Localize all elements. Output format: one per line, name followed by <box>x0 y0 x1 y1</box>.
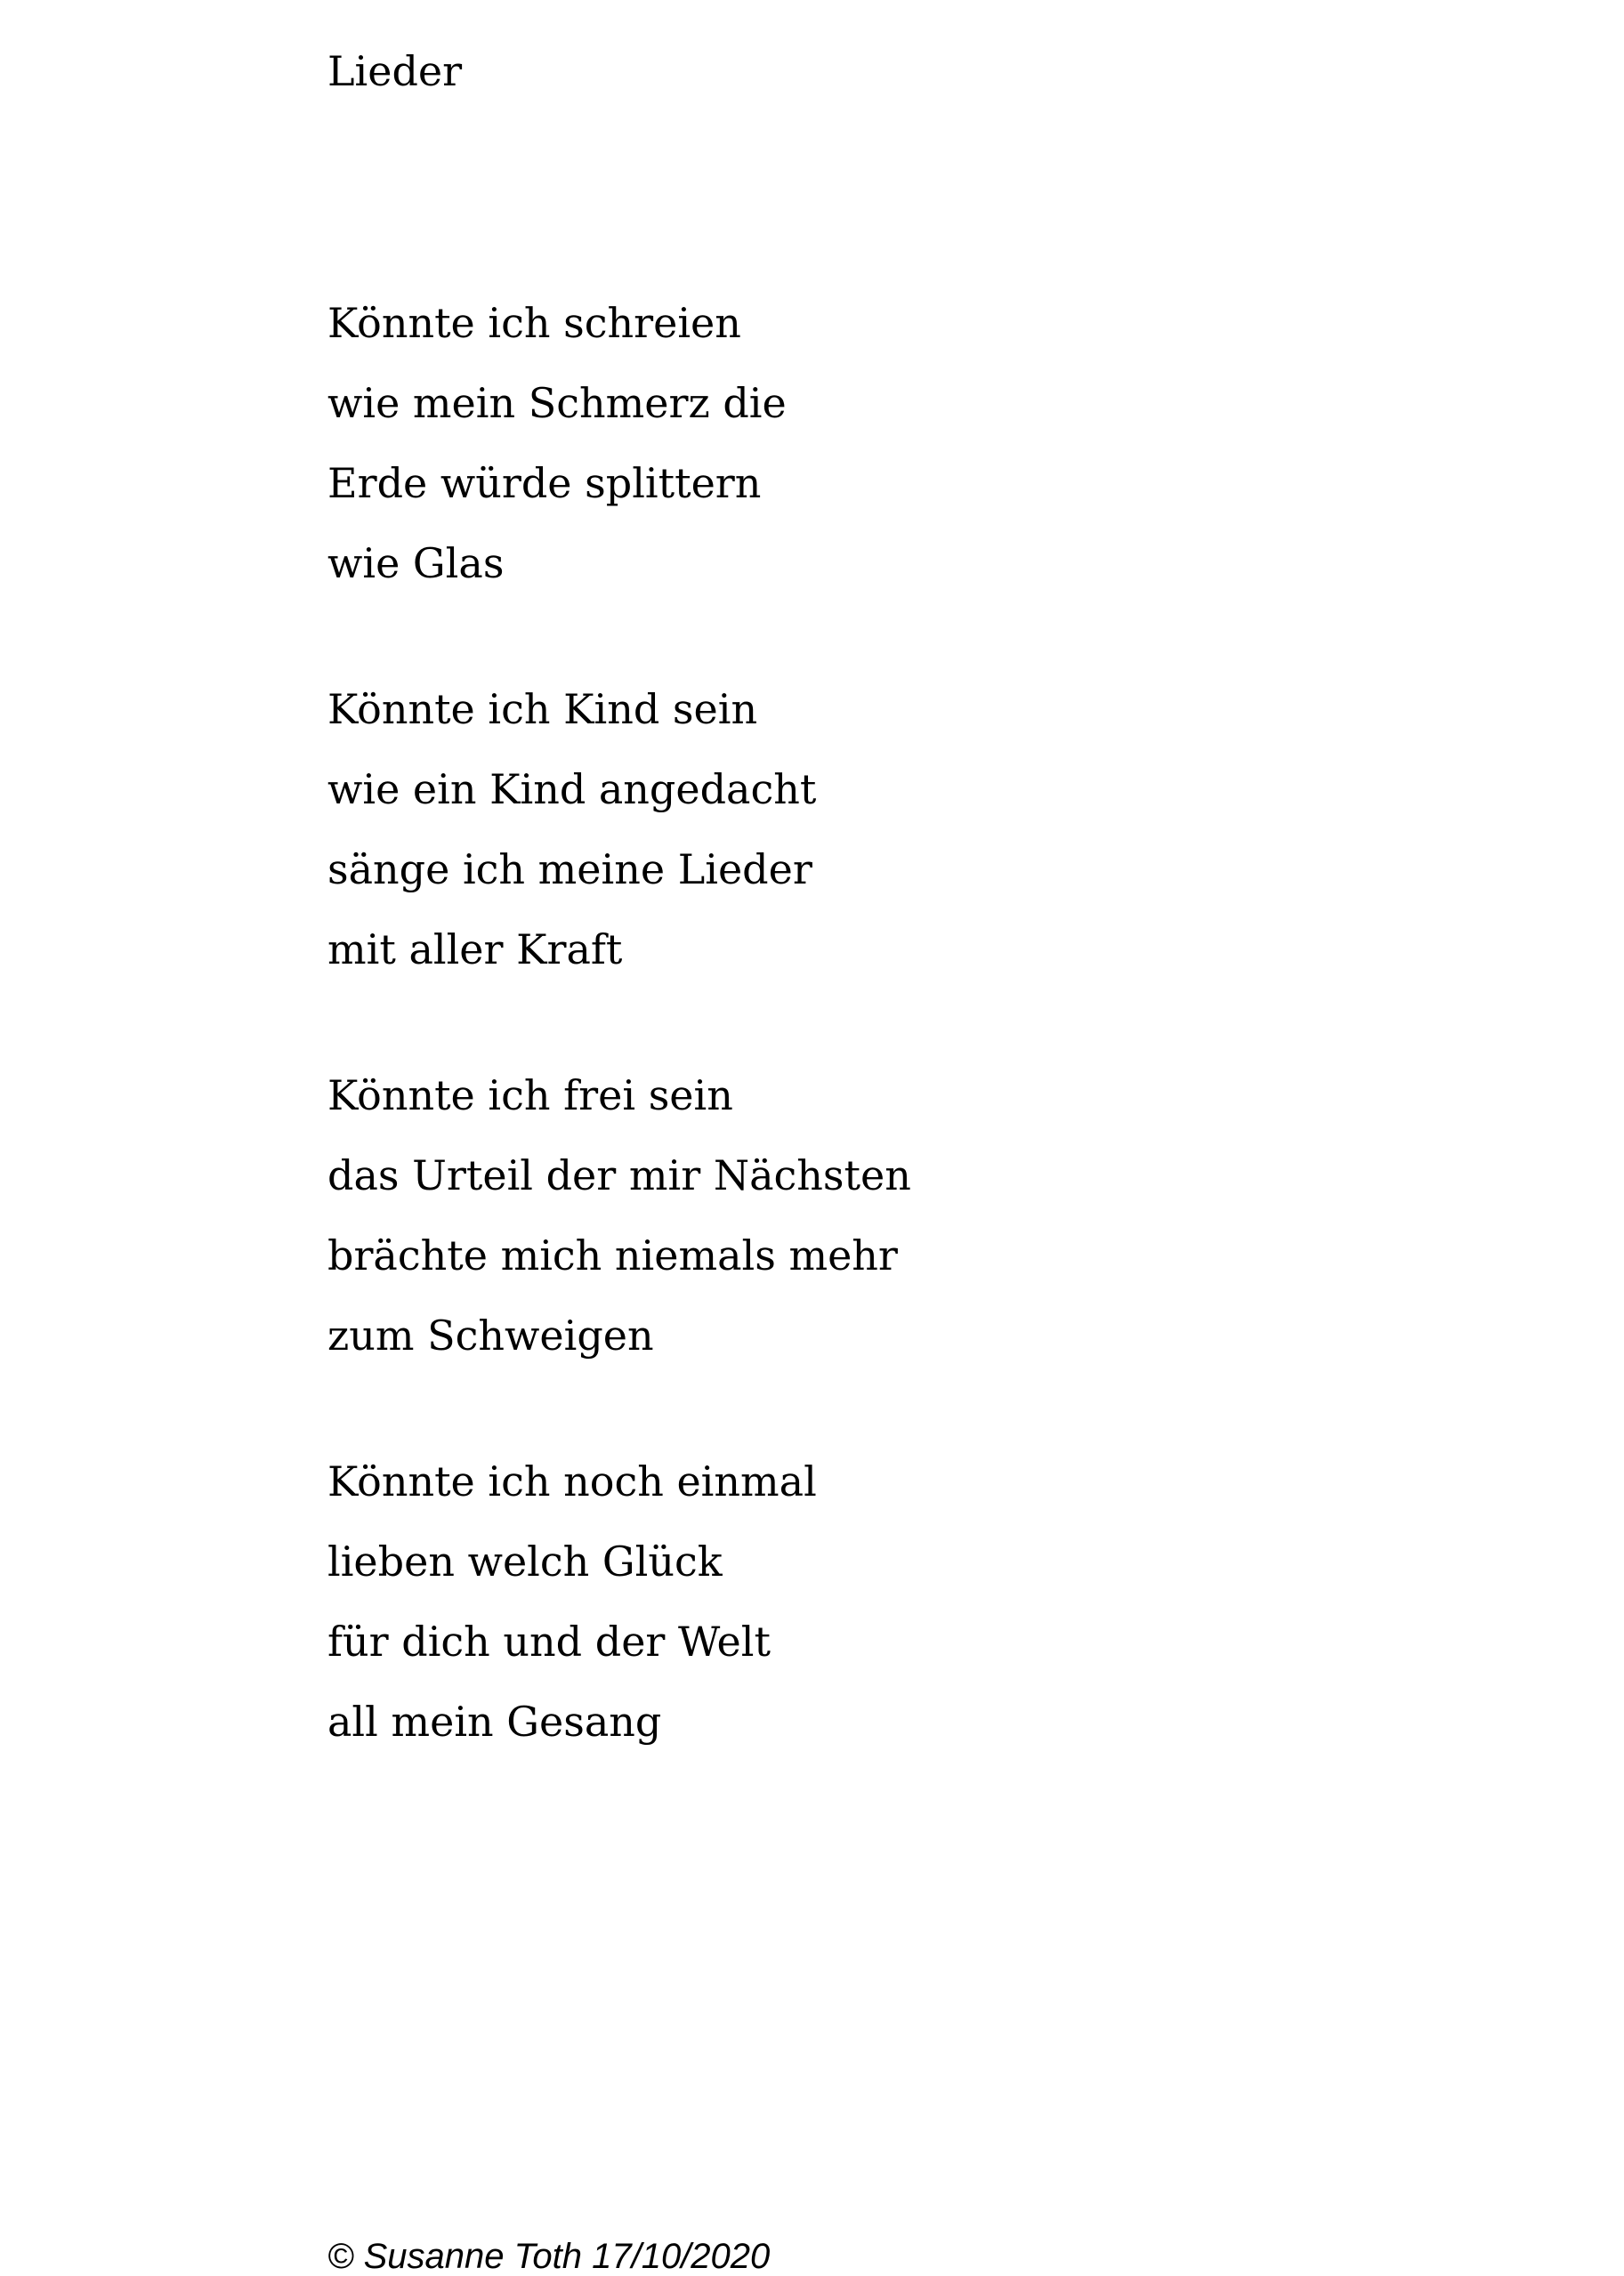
poem-line: wie ein Kind angedacht <box>327 765 817 813</box>
poem-line: das Urteil der mir Nächsten <box>327 1151 911 1199</box>
poem-line: lieben welch Glück <box>327 1538 723 1586</box>
poem-line: wie Glas <box>327 539 505 587</box>
poem-line: all mein Gesang <box>327 1698 662 1746</box>
poem-line: Erde würde splittern <box>327 459 762 507</box>
stanza-2 <box>327 669 911 989</box>
poem-title: Lieder <box>327 47 463 95</box>
stanza-1 <box>327 283 911 603</box>
poem-line: mit aller Kraft <box>327 925 623 973</box>
poem-line: wie mein Schmerz die <box>327 379 787 427</box>
poem-line: für dich und der Welt <box>327 1618 771 1666</box>
poem-line: Könnte ich Kind sein <box>327 685 758 733</box>
poem-line: Könnte ich noch einmal <box>327 1457 817 1505</box>
poem-line: zum Schweigen <box>327 1312 654 1360</box>
poem-line: sänge ich meine Lieder <box>327 845 812 893</box>
copyright-notice: © Susanne Toth 17/10/2020 <box>327 2237 771 2276</box>
stanza-3 <box>327 1055 911 1376</box>
stanza-4 <box>327 1441 911 1762</box>
poem-line: Könnte ich schreien <box>327 299 741 347</box>
poem-line: brächte mich niemals mehr <box>327 1231 898 1279</box>
poem-line: Könnte ich frei sein <box>327 1071 733 1119</box>
poem-body <box>327 283 911 1828</box>
